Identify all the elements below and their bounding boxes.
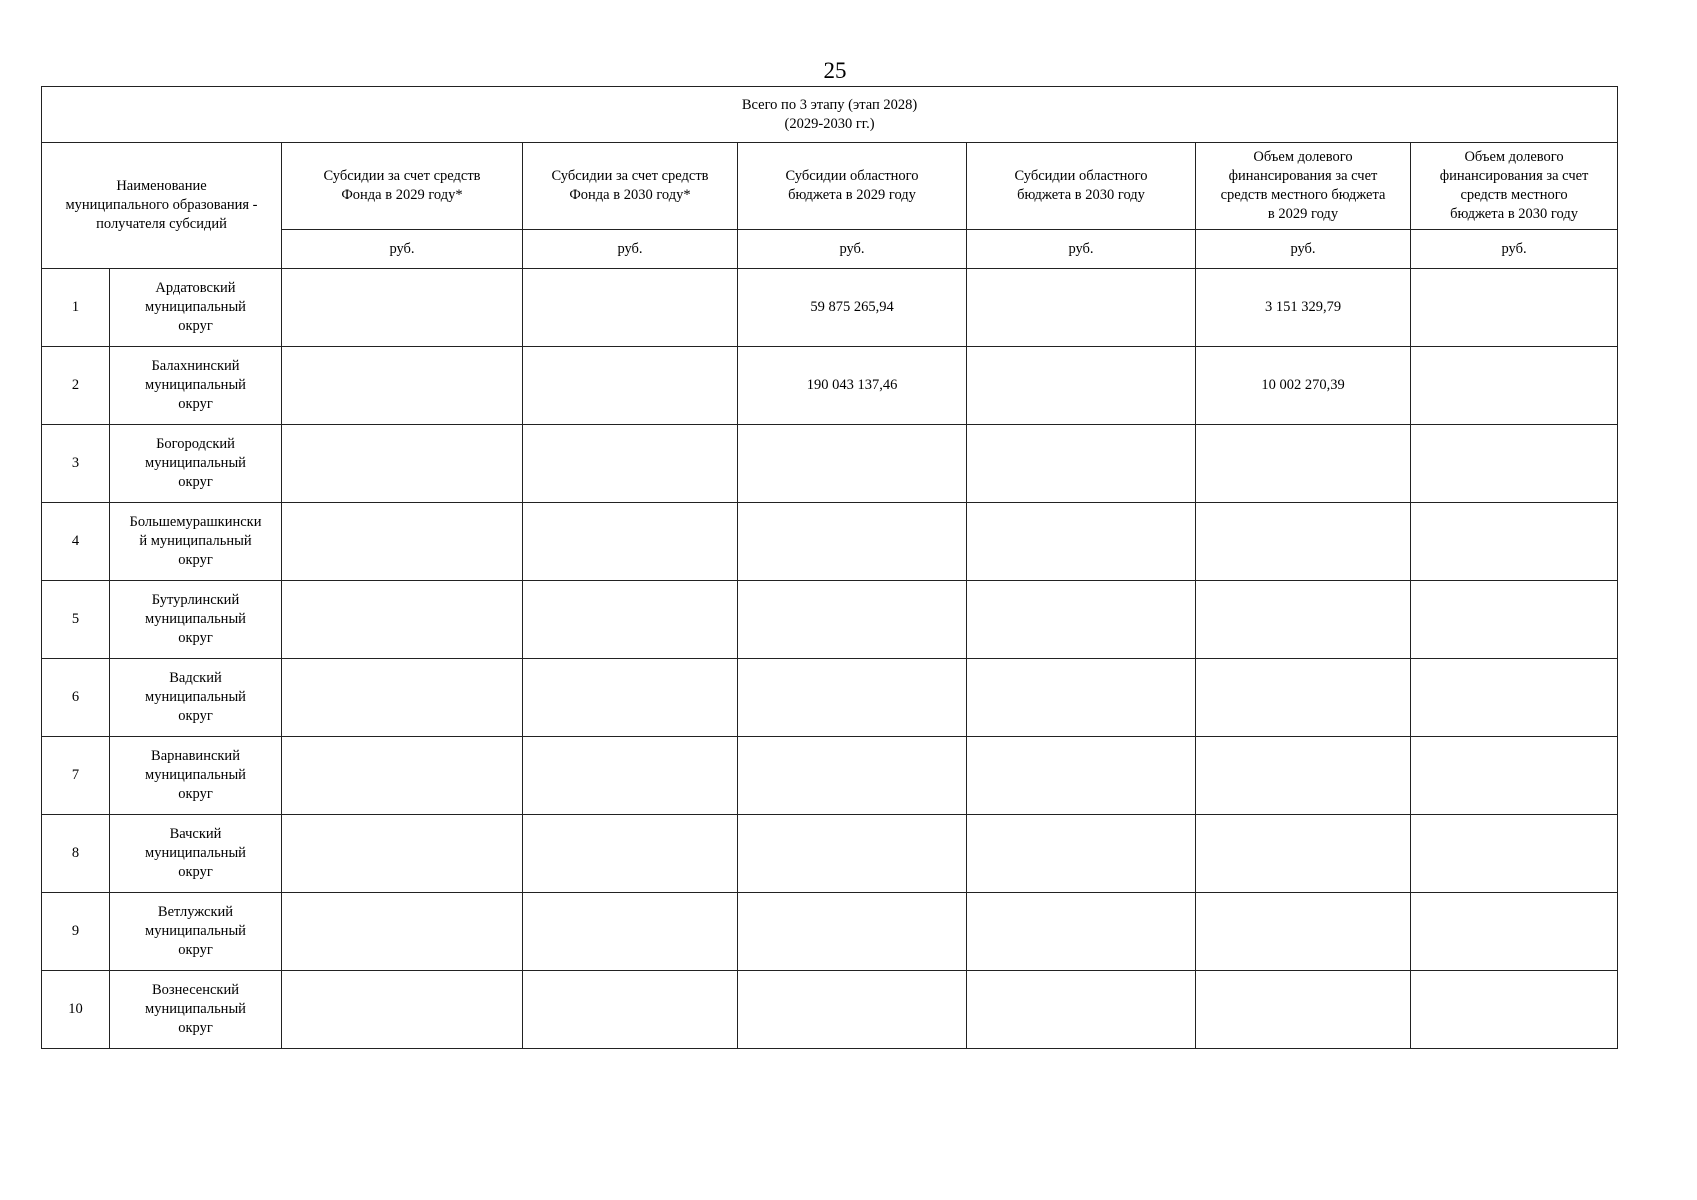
header-line: Субсидии областного: [1014, 168, 1148, 184]
name-column-header: [42, 143, 282, 269]
municipality-name: [110, 815, 282, 893]
header-line: Фонда в 2029 году*: [341, 187, 463, 203]
subsidy-table: [41, 86, 1618, 1049]
value-cell: [738, 893, 967, 971]
unit-cell: руб.: [523, 230, 738, 269]
value-cell: [1411, 425, 1618, 503]
column-header: [1196, 143, 1411, 230]
value-cell: [1411, 347, 1618, 425]
value-cell: [523, 503, 738, 581]
header-line: Субсидии за счет средств: [323, 168, 481, 184]
header-line: получателя субсидий: [96, 216, 227, 232]
value-cell: [738, 815, 967, 893]
municipality-name-line: округ: [178, 1020, 213, 1036]
municipality-name-line: округ: [178, 786, 213, 802]
value-cell: [967, 971, 1196, 1049]
table-row: [42, 815, 1618, 893]
value-cell: [1411, 737, 1618, 815]
municipality-name-line: муниципальный: [145, 689, 246, 705]
page-number: 25: [823, 58, 847, 83]
table-row: [42, 425, 1618, 503]
table-row: [42, 503, 1618, 581]
header-line: Объем долевого: [1464, 149, 1564, 165]
table-title: [42, 87, 1618, 143]
value-cell: [523, 971, 738, 1049]
value-cell: [738, 581, 967, 659]
value-cell: [967, 347, 1196, 425]
municipality-name-line: округ: [178, 864, 213, 880]
municipality-name-line: округ: [178, 552, 213, 568]
value-cell: [1196, 503, 1411, 581]
municipality-name-line: Богородский: [156, 436, 235, 452]
row-number: 9: [42, 893, 110, 971]
row-number: 5: [42, 581, 110, 659]
municipality-name-line: муниципальный: [145, 1001, 246, 1017]
header-line: в 2029 году: [1267, 206, 1339, 222]
municipality-name-line: Большемурашкински: [129, 514, 262, 530]
value-cell: [967, 581, 1196, 659]
row-number: 2: [42, 347, 110, 425]
value-cell: [1411, 815, 1618, 893]
table-row: [42, 347, 1618, 425]
unit-cell: руб.: [967, 230, 1196, 269]
header-line: бюджета в 2030 году: [1017, 187, 1145, 203]
municipality-name: [110, 503, 282, 581]
header-line: финансирования за счет: [1439, 168, 1589, 184]
value-cell: [967, 269, 1196, 347]
municipality-name: [110, 893, 282, 971]
municipality-name-line: Балахнинский: [151, 358, 240, 374]
header-line: Наименование: [116, 178, 207, 194]
table-row: [42, 581, 1618, 659]
value-cell: [738, 425, 967, 503]
value-cell: [1196, 971, 1411, 1049]
municipality-name: [110, 425, 282, 503]
value-cell: 59 875 265,94: [738, 269, 967, 347]
value-cell: [282, 815, 523, 893]
value-cell: [1196, 425, 1411, 503]
municipality-name-line: Вадский: [169, 670, 222, 686]
row-number: 6: [42, 659, 110, 737]
row-number: 10: [42, 971, 110, 1049]
municipality-name-line: округ: [178, 630, 213, 646]
municipality-name-line: муниципальный: [145, 611, 246, 627]
table-title-row: [42, 87, 1618, 143]
value-cell: [282, 971, 523, 1049]
municipality-name-line: муниципальный: [145, 455, 246, 471]
municipality-name: [110, 581, 282, 659]
value-cell: [523, 893, 738, 971]
row-number: 7: [42, 737, 110, 815]
header-line: средств местного: [1460, 187, 1568, 203]
municipality-name-line: й муниципальный: [139, 533, 252, 549]
value-cell: [1411, 971, 1618, 1049]
municipality-name-line: Бутурлинский: [151, 592, 240, 608]
header-line: Субсидии областного: [785, 168, 919, 184]
table-row: [42, 737, 1618, 815]
value-cell: [1411, 659, 1618, 737]
unit-cell: руб.: [282, 230, 523, 269]
value-cell: [1411, 269, 1618, 347]
municipality-name-line: муниципальный: [145, 767, 246, 783]
municipality-name: [110, 659, 282, 737]
column-header: [1411, 143, 1618, 230]
value-cell: [1411, 581, 1618, 659]
value-cell: [967, 425, 1196, 503]
municipality-name: [110, 737, 282, 815]
value-cell: [282, 269, 523, 347]
municipality-name-line: округ: [178, 318, 213, 334]
value-cell: [523, 581, 738, 659]
unit-cell: руб.: [1196, 230, 1411, 269]
value-cell: [738, 737, 967, 815]
value-cell: [523, 659, 738, 737]
value-cell: [282, 737, 523, 815]
value-cell: 10 002 270,39: [1196, 347, 1411, 425]
municipality-name-line: Ардатовский: [155, 280, 236, 296]
table-row: [42, 269, 1618, 347]
value-cell: [1411, 503, 1618, 581]
column-header: [523, 143, 738, 230]
table-row: [42, 893, 1618, 971]
row-number: 1: [42, 269, 110, 347]
municipality-name-line: муниципальный: [145, 923, 246, 939]
unit-cell: руб.: [738, 230, 967, 269]
value-cell: [523, 425, 738, 503]
municipality-name-line: Вачский: [169, 826, 222, 842]
table-title-line: Всего по 3 этапу (этап 2028): [741, 96, 918, 113]
value-cell: [282, 347, 523, 425]
column-header: [738, 143, 967, 230]
municipality-name-line: округ: [178, 474, 213, 490]
value-cell: [282, 893, 523, 971]
value-cell: [967, 893, 1196, 971]
value-cell: [967, 503, 1196, 581]
value-cell: [967, 815, 1196, 893]
unit-cell: руб.: [1411, 230, 1618, 269]
value-cell: [523, 347, 738, 425]
value-cell: [738, 659, 967, 737]
value-cell: [523, 737, 738, 815]
value-cell: [1196, 893, 1411, 971]
value-cell: [282, 425, 523, 503]
header-line: Субсидии за счет средств: [551, 168, 709, 184]
row-number: 4: [42, 503, 110, 581]
header-line: бюджета в 2029 году: [788, 187, 916, 203]
municipality-name: [110, 269, 282, 347]
municipality-name-line: Ветлужский: [157, 904, 234, 920]
municipality-name-line: округ: [178, 708, 213, 724]
column-header: [282, 143, 523, 230]
column-header: [967, 143, 1196, 230]
value-cell: [1196, 659, 1411, 737]
header-line: бюджета в 2030 году: [1450, 206, 1578, 222]
value-cell: [523, 815, 738, 893]
municipality-name: [110, 971, 282, 1049]
row-number: 3: [42, 425, 110, 503]
header-line: муниципального образования -: [65, 197, 258, 213]
municipality-name-line: округ: [178, 942, 213, 958]
municipality-name-line: округ: [178, 396, 213, 412]
municipality-name-line: муниципальный: [145, 377, 246, 393]
row-number: 8: [42, 815, 110, 893]
value-cell: [1411, 893, 1618, 971]
header-line: Объем долевого: [1253, 149, 1353, 165]
value-cell: [967, 659, 1196, 737]
value-cell: [282, 659, 523, 737]
value-cell: [1196, 581, 1411, 659]
table-row: [42, 659, 1618, 737]
value-cell: [1196, 815, 1411, 893]
municipality-name-line: Варнавинский: [151, 748, 240, 764]
municipality-name-line: муниципальный: [145, 845, 246, 861]
value-cell: [967, 737, 1196, 815]
municipality-name: [110, 347, 282, 425]
value-cell: [738, 971, 967, 1049]
table-row: [42, 971, 1618, 1049]
table-title-line: (2029-2030 гг.): [784, 115, 875, 132]
municipality-name-line: Вознесенский: [151, 982, 239, 998]
value-cell: [523, 269, 738, 347]
column-header-row: [42, 143, 1618, 230]
header-line: Фонда в 2030 году*: [569, 187, 691, 203]
value-cell: [282, 581, 523, 659]
value-cell: 3 151 329,79: [1196, 269, 1411, 347]
value-cell: [1196, 737, 1411, 815]
value-cell: 190 043 137,46: [738, 347, 967, 425]
value-cell: [282, 503, 523, 581]
header-line: финансирования за счет: [1228, 168, 1378, 184]
header-line: средств местного бюджета: [1220, 187, 1386, 203]
value-cell: [738, 503, 967, 581]
municipality-name-line: муниципальный: [145, 299, 246, 315]
